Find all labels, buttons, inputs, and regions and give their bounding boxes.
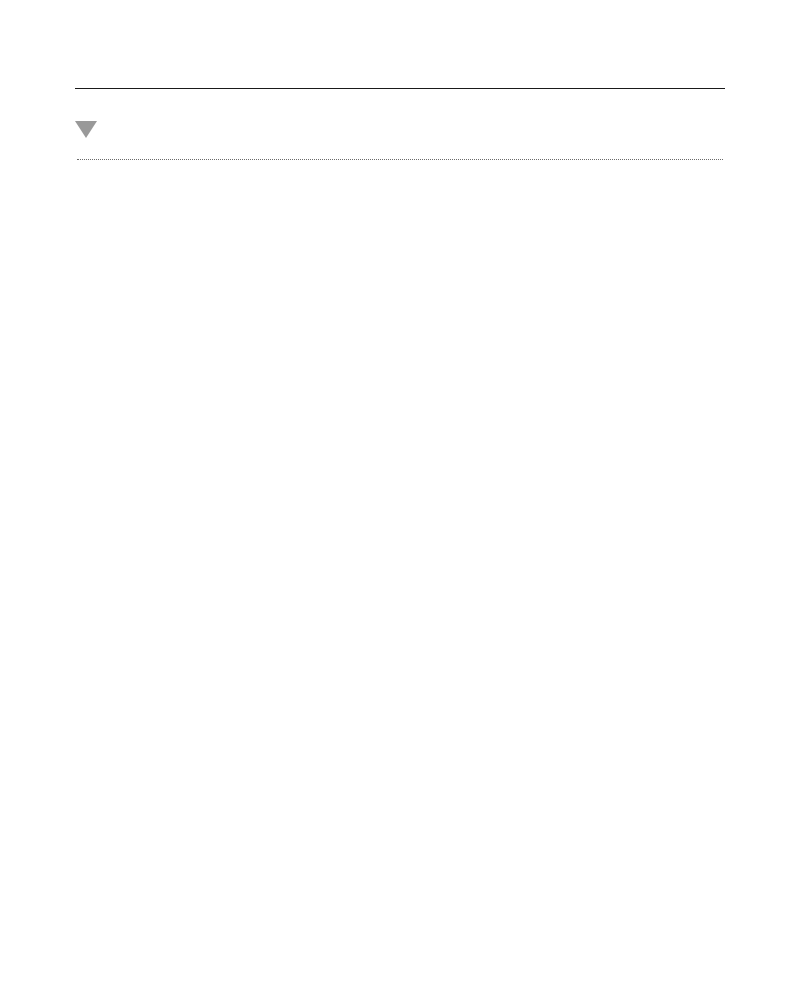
part-heading bbox=[75, 109, 725, 149]
triangle-down-icon bbox=[75, 121, 97, 138]
section-title-entry[interactable] bbox=[75, 159, 725, 185]
page bbox=[75, 62, 725, 185]
leader-dots bbox=[77, 159, 723, 160]
running-header bbox=[75, 62, 725, 89]
